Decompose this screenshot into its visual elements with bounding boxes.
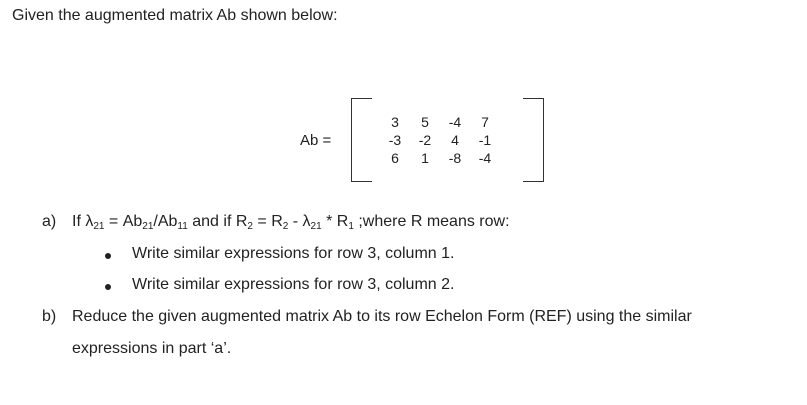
matrix-cell: 6 [391,150,399,166]
part-b-marker: b) [42,308,57,325]
bullet-item: Write similar expressions for row 3, column 1. [132,245,455,262]
matrix-cell: -2 [418,132,432,148]
intro-text: Given the augmented matrix Ab shown below: [12,7,338,24]
matrix-label: Ab = [300,132,332,149]
bullet-icon [105,284,111,290]
matrix-cell: 5 [421,114,429,130]
matrix-cell: -3 [388,132,402,148]
right-bracket [523,98,544,182]
matrix-cell: -4 [478,150,492,166]
part-b-text-line2: expressions in part ‘a’. [72,340,232,357]
bullet-item: Write similar expressions for row 3, column 2. [132,276,455,293]
matrix-cell: 3 [391,114,399,130]
part-a-marker: a) [42,213,57,230]
matrix-cell: 4 [451,132,459,148]
matrix-cells [380,113,500,167]
matrix-cell: -8 [448,150,462,166]
bullet-icon [105,253,111,259]
matrix-cell: -1 [478,132,492,148]
part-b-text-line1: Reduce the given augmented matrix Ab to its row Echelon Form (REF) using the similar [72,308,692,325]
matrix-cell: -4 [448,114,462,130]
matrix-cell: 7 [481,114,489,130]
matrix-cell: 1 [421,150,429,166]
part-a-text: If $\lambda_{21} = Ab_{21}/Ab_{11}$ and if $R_2 = R_2 - \lambda_{21} * R_1$ ;where R means row: [72,213,510,232]
left-bracket [351,98,372,182]
augmented-matrix [351,98,544,180]
